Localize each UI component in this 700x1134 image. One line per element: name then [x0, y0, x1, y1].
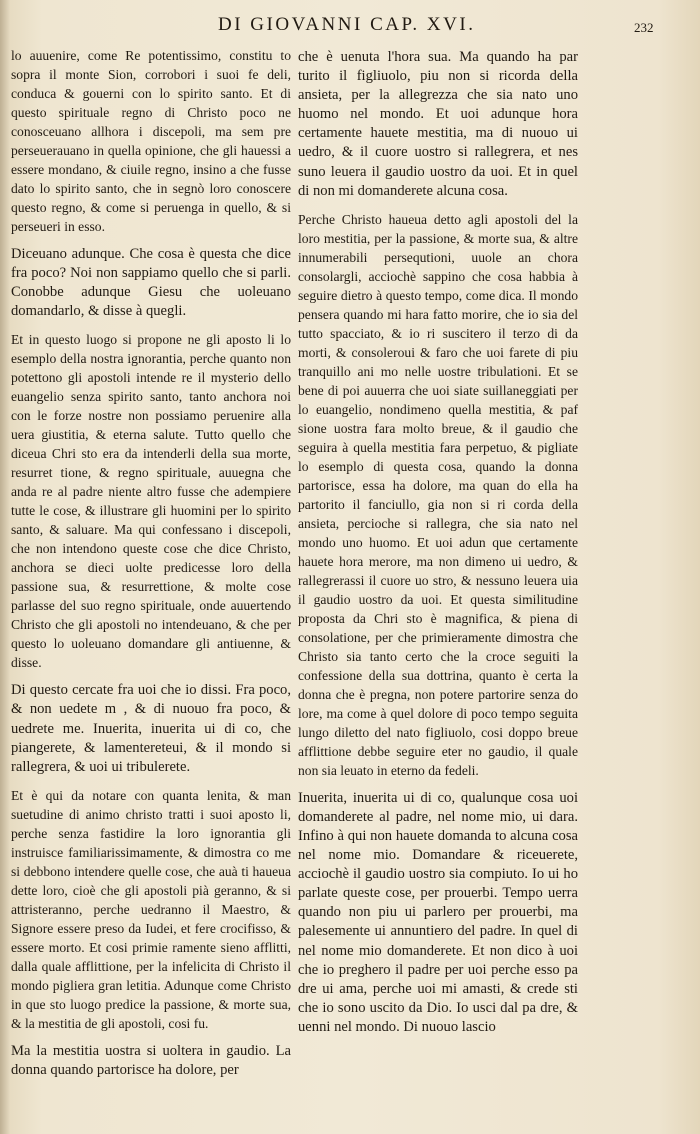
page-number: 232	[634, 20, 654, 35]
left-column	[11, 46, 291, 1080]
paragraph: Et in questo luogo si propone ne gli aposto li lo esemplo della nostra ignorantia, perche quanto non potettono gli apostoli intende re il mysterio dello euangelio senza spirito santo, tanto anchora noi con le forze nostre non possiamo peruenire alla uera giustitia, & eterna salute. Tutto quello che diceua Chri sto era da intenderli della sua morte, resurret tione, & regno spirituale, auuegna che anda re al padre niente altro fusse che adempiere tutte le cose, & illustrare gli huomini per lo spirito santo, & saluare. Ma qui confessano i discepoli, che non intendono queste cose che dice Christo, anchora se dieci uolte predicesse loro della passione sua, & resurrettione, & molte cose parlasse del suo regno spirituale, onde auuertendo Christo che gli apostoli no intendeuano, & che per questo lo uoleuano domandare gli antiuenne, & disse.	[11, 332, 291, 671]
paragraph: Di questo cercate fra uoi che io dissi. Fra poco, & non uedete m , & di nuouo fra poco, & uedrete me. Inuerita, inuerita ui di co, che piangerete, & lamentereteui, & il mondo si rallegrera, & uoi ui tribulerete.	[11, 682, 291, 775]
paragraph: Inuerita, inuerita ui di co, qualunque cosa uoi domanderete al padre, nel nome mio, ui dara. Infino à qui non hauete domanda to alcuna cosa nel nome mio. Domandare & riceuerete, acciochè il gaudio uostro sia compiuto. Io ui ho parlate queste cose, per prouerbi. Tempo uerra quando non piu ui parlero per prouerbi, ma palesemente ui annuntiero del padre. In quel di nel nome mio domanderete. Et non dico à uoi che io preghero il padre per uoi perche esso pa dre ui ama, perche uoi mi amasti, & crede sti che io sono uscito da Dio. Io usci dal pa dre, & uenni nel mondo. Di nuouo lascio	[298, 789, 578, 1035]
paragraph: Ma la mestitia uostra si uoltera in gaudio. La donna quando partorisce ha dolore, per	[11, 1042, 291, 1078]
gutter-shadow	[0, 0, 10, 1134]
paragraph: Diceuano adunque. Che cosa è questa che dice fra poco? Noi non sappiamo quello che si parli. Conobbe adunque Giesu che uoleuano domandarlo, & disse à quegli.	[11, 246, 291, 320]
right-column	[298, 48, 578, 1037]
paragraph: Perche Christo haueua detto agli apostoli del la loro mestitia, per la passione, & morte sua, & altre innumerabili persequtioni, uuole an chora consolargli, acciochè sappino che cosa habbia à seguire dietro à questo tempo, come dica. Il mondo pensera quando mi hara fatto morire, che io sia del tutto spacciato, & io ri suscitero il terzo di da morti, & consoleroui & faro che uoi farete di piu tranquillo ani mo nelle uostre tribulationi. Et se bene di poi auuerra che uoi siate suillaneggiati per lo euangelio, nondimeno quella mestitia, & paf sione uostra fara molto breue, & il gaudio che seguira à quella mestitia fara perpetuo, & pigliate lo esemplo di questa cosa, quando la donna partorisce, essa ha dolore, ma quan do ella ha partorito il fanciullo, gia non si ri corda della ansieta, percioche si rallegra, che sia nato nel mondo uno huomo. Et uoi adun que certamente hauete hora merore, ma non dimeno ui uedro, & rallegrerassi il cuore uo stro, & nessuno leuera uia il gaudio uostro da uoi. Et questa similitudine proposta da Chri sto è magnifica, & piena di consolatione, per che primieramente dimostra che Christo sia tanto certo che la croce seguiti la confessione della sua dottrina, quanto è certa la donna che è pregna, non potere partorire senza do lore, ma come à quel dolore di poco tempo seguita lungo diletto del nato figliuolo, cosi doppo breue afflittione debbe seguire eter no gaudio, il quale non sia leuato in eterno da fedeli.	[298, 211, 578, 778]
running-head: DI GIOVANNI CAP. XVI.	[218, 14, 476, 35]
paragraph: lo auuenire, come Re potentissimo, constitu to sopra il monte Sion, corrobori i suoi fe deli, conduca & gouerni con lo spirito santo. Et di questo spirituale regno di Christo poco ne conosceuano allhora i discepoli, ma sem pre perseuerauano in quella opinione, che gli hauessi a essere mondano, & ciuile regno, insino a che fusse dato lo spirito santo, che in segnò loro conoscere questo regno, & come si peruenga in quello, & si perseueri in esso.	[11, 48, 291, 234]
paragraph: che è uenuta l'hora sua. Ma quando ha par turito il figliuolo, piu non si ricorda della ansieta, per la allegrezza che sia nato uno huomo nel mondo. Et uoi adunque hora certamente hauete mestitia, ma di nuouo ui uedro, & il cuore uostro si rallegrera, et nes suno leuera il gaudio uostro da uoi. Et in quel di non mi domanderete alcuna cosa.	[298, 49, 578, 199]
page-header	[0, 0, 700, 36]
paragraph: Et è qui da notare con quanta lenita, & man suetudine di animo christo tratti i suoi aposto li, perche senza fastidire la loro ignorantia gli instruisce familiarissimamente, & dimostra co me si debbono intendere quelle cose, che auà ti haueua dette loro, cioè che gli apostoli pià geranno, & si attristeranno, perche uedranno il Maestro, & Signore essere preso da Iudei, et fere crocifisso, & essere morto. Et cosi primie ramente sieno afflitti, dalla quale afflittione, per la infelicita di Christo il mondo pigliera gran letitia. Adunque come Christo in que sto luogo predice la passione, & morte sua, & la mestitia de gli apostoli, cosi fu.	[11, 787, 291, 1031]
